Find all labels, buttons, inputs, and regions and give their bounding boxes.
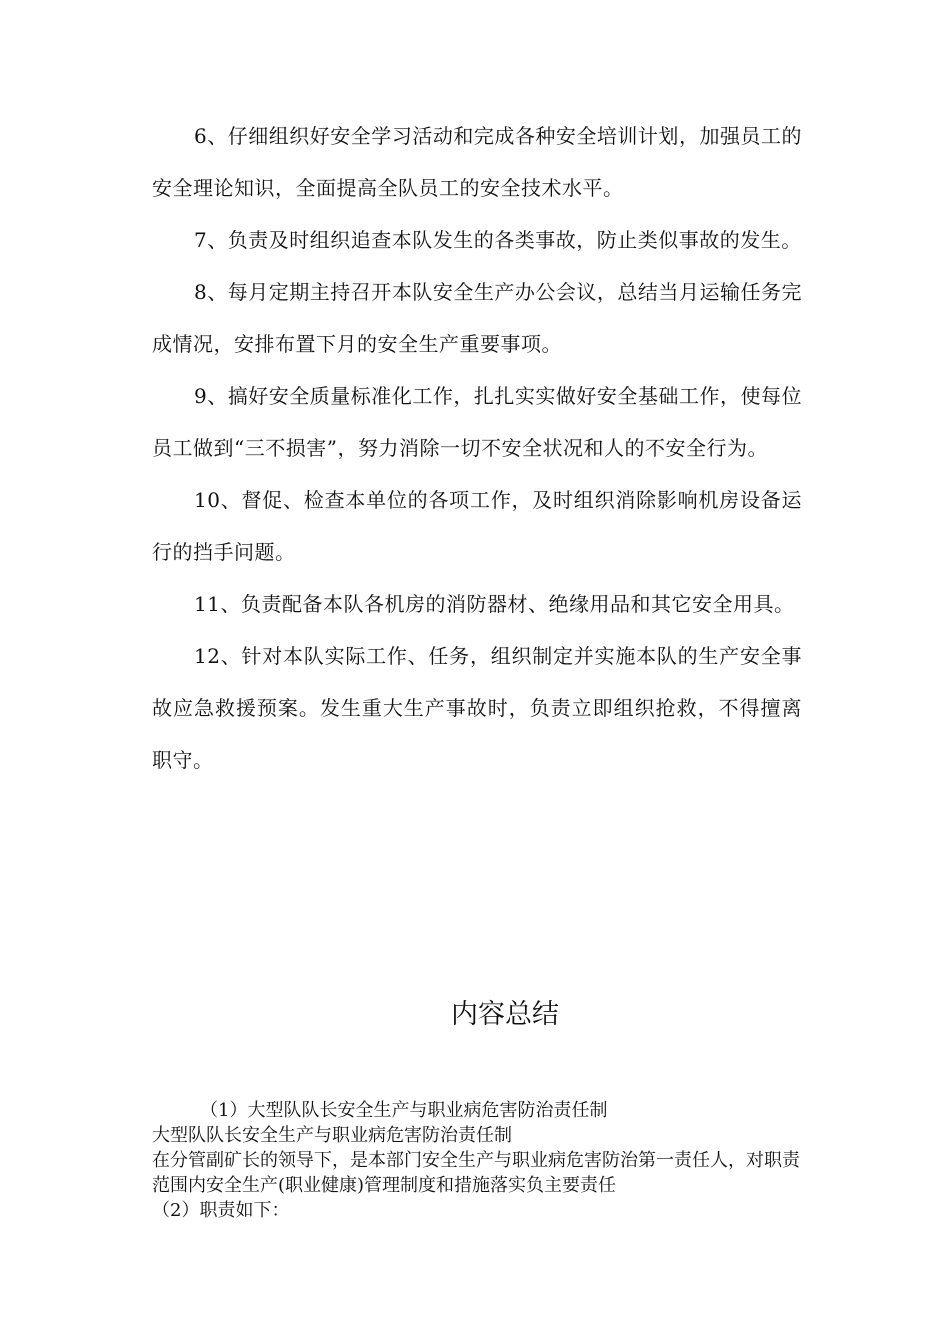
- duty-item-9: 9、搞好安全质量标准化工作，扎扎实实做好安全基础工作，使每位员工做到“三不损害”，努力消除一切不安全状况和人的不安全行为。: [152, 384, 802, 460]
- duty-item-7: 7、负责及时组织追查本队发生的各类事故，防止类似事故的发生。: [194, 228, 802, 252]
- duty-list: [152, 110, 802, 786]
- summary-line-3: 在分管副矿长的领导下，是本部门安全生产与职业病危害防治第一责任人，对职责范围内安全生产(职业健康)管理制度和措施落实负主要责任: [152, 1150, 800, 1196]
- duty-item-6: 6、仔细组织好安全学习活动和完成各种安全培训计划，加强员工的安全理论知识，全面提高全队员工的安全技术水平。: [152, 124, 802, 200]
- duty-item-12: 12、针对本队实际工作、任务，组织制定并实施本队的生产安全事故应急救援预案。发生重大生产事故时，负责立即组织抢救，不得擅离职守。: [152, 644, 802, 772]
- summary-line-4: （2）职责如下：: [152, 1200, 290, 1221]
- summary-title: 内容总结: [451, 999, 559, 1030]
- summary-line-1: （1）大型队队长安全生产与职业病危害防治责任制: [200, 1100, 608, 1121]
- summary-line-2: 大型队队长安全生产与职业病危害防治责任制: [152, 1125, 512, 1146]
- summary-block: [152, 1098, 802, 1223]
- duty-item-8: 8、每月定期主持召开本队安全生产办公会议，总结当月运输任务完成情况，安排布置下月的安全生产重要事项。: [152, 280, 802, 356]
- duty-item-10: 10、督促、检查本单位的各项工作，及时组织消除影响机房设备运行的挡手问题。: [152, 488, 802, 564]
- duty-item-11: 11、负责配备本队各机房的消防器材、绝缘用品和其它安全用具。: [194, 592, 795, 616]
